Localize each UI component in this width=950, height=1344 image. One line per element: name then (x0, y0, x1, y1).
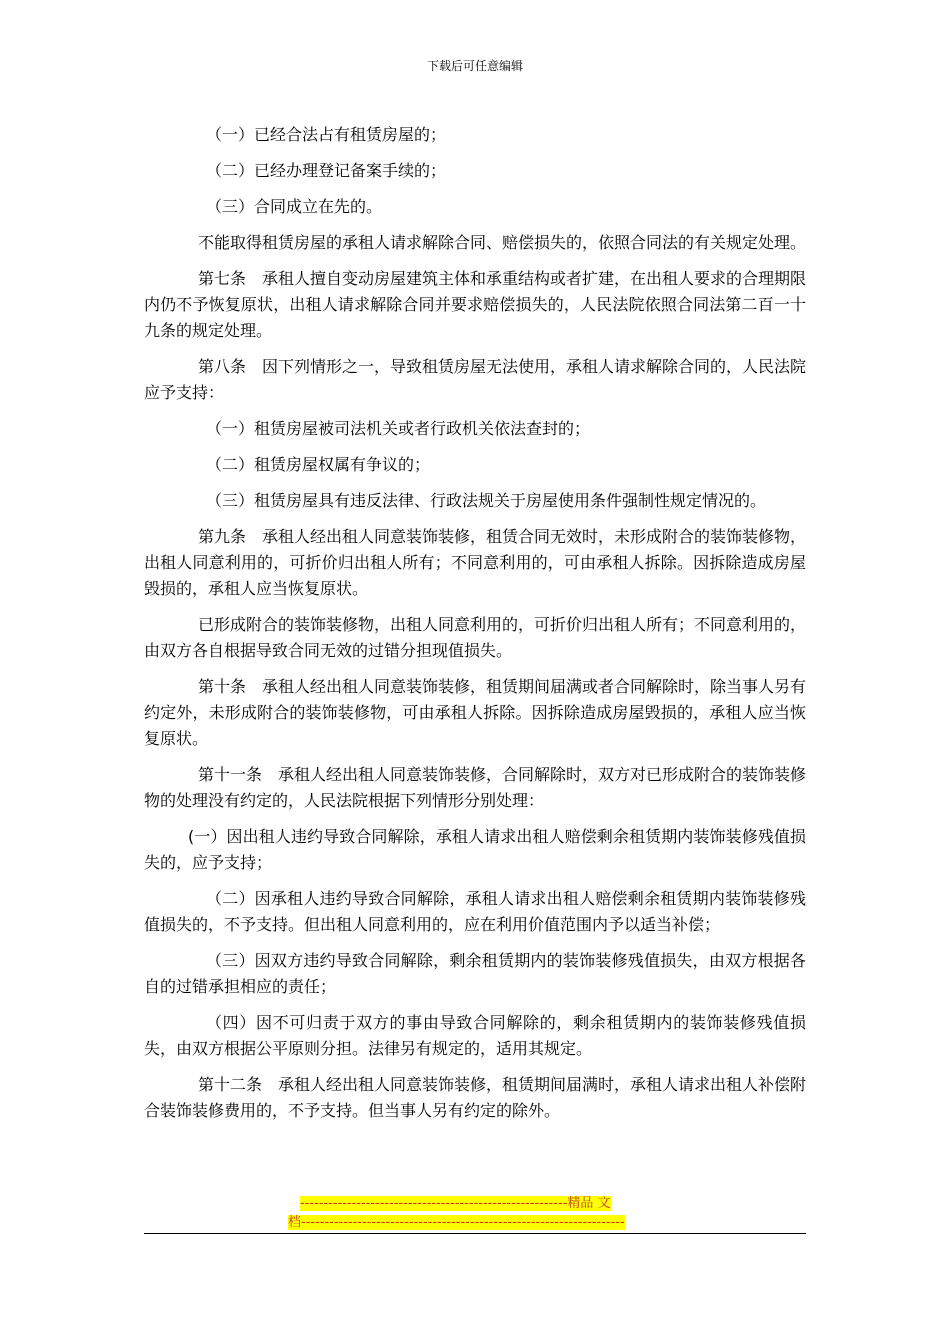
paragraph-unable-to-obtain: 不能取得租赁房屋的承租人请求解除合同、赔偿损失的，依照合同法的有关规定处理。 (198, 233, 807, 252)
article-11-item-2: （二）因承租人违约导致合同解除，承租人请求出租人赔偿剩余租赁期内装饰装修残值损失的，不予支持。但出租人同意利用的，应在利用价值范围内予以适当补偿； (144, 889, 806, 934)
article-12: 第十二条 承租人经出租人同意装饰装修，租赁期间届满时，承租人请求出租人补偿附合装饰装修费用的，不予支持。但当事人另有约定的除外。 (144, 1075, 807, 1120)
article-8-item-2: （二）租赁房屋权属有争议的； (206, 455, 431, 474)
clause-item-2: （二）已经办理登记备案手续的； (206, 161, 447, 180)
watermark-footer (288, 1194, 662, 1232)
article-9: 第九条 承租人经出租人同意装饰装修，租赁合同无效时，未形成附合的装饰装修物，出租人同意利用的，可折价归出租人所有；不同意利用的，可由承租人拆除。因拆除造成房屋毁损的，承租人应当恢复原状。 (144, 527, 807, 598)
page-header: 下载后可任意编辑 (426, 59, 523, 73)
article-7: 第七条 承租人擅自变动房屋建筑主体和承重结构或者扩建，在出租人要求的合理期限内仍不予恢复原状，出租人请求解除合同并要求赔偿损失的，人民法院依照合同法第二百一十九条的规定处理。 (144, 269, 807, 340)
article-8-item-3: （三）租赁房屋具有违反法律、行政法规关于房屋使用条件强制性规定情况的。 (206, 491, 767, 510)
article-11: 第十一条 承租人经出租人同意装饰装修，合同解除时，双方对已形成附合的装饰装修物的处理没有约定的，人民法院根据下列情形分别处理： (144, 765, 807, 810)
clause-item-3: （三）合同成立在先的。 (206, 197, 383, 216)
article-8: 第八条 因下列情形之一，导致租赁房屋无法使用，承租人请求解除合同的，人民法院应予支持： (144, 357, 807, 402)
article-9-paragraph-2: 已形成附合的装饰装修物，出租人同意利用的，可折价归出租人所有；不同意利用的，由双方各自根据导致合同无效的过错分担现值损失。 (144, 615, 807, 660)
clause-item-1: （一）已经合法占有租赁房屋的； (206, 125, 447, 144)
article-11-item-1: (一）因出租人违约导致合同解除，承租人请求出租人赔偿剩余租赁期内装饰装修残值损失的，应予支持； (144, 827, 806, 872)
watermark-line-1: ---------------------------------------------------------精品 文 (300, 1196, 611, 1211)
article-8-item-1: （一）租赁房屋被司法机关或者行政机关依法查封的； (206, 419, 591, 438)
watermark-line-2: 档--------------------------------------------------------------------- (288, 1215, 625, 1230)
article-11-item-4: （四）因不可归责于双方的事由导致合同解除的，剩余租赁期内的装饰装修残值损失，由双方根据公平原则分担。法律另有规定的，适用其规定。 (144, 1013, 806, 1058)
article-10: 第十条 承租人经出租人同意装饰装修，租赁期间届满或者合同解除时，除当事人另有约定外，未形成附合的装饰装修物，可由承租人拆除。因拆除造成房屋毁损的，承租人应当恢复原状。 (144, 677, 807, 748)
footer-divider (144, 1233, 806, 1234)
article-11-item-3: （三）因双方违约导致合同解除，剩余租赁期内的装饰装修残值损失，由双方根据各自的过错承担相应的责任； (144, 951, 806, 996)
document-body (144, 122, 806, 1134)
